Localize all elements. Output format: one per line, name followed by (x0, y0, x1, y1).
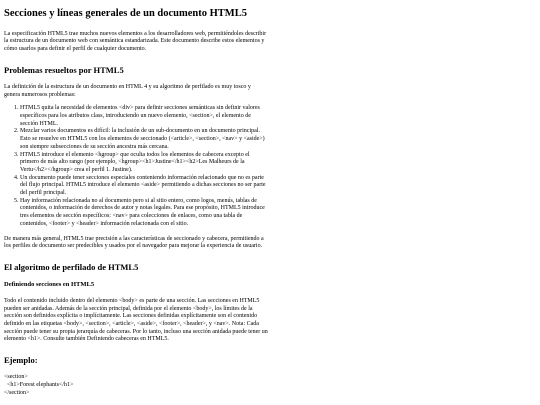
problems-intro: La definición de la estructura de un documento en HTML 4 y su algoritmo de perfilado es muy tosco y genera numerosos problemas: (4, 83, 251, 98)
algorithm-paragraph: Todo el contenido incluido dentro del elemento <body> es parte de una sección. Las secciones en HTML5 pueden ser anidadas. Además de la sección principal, definida por el elemento <body>, los límites de la sección son definidos explícita o implícitamente. Las secciones definidas explícitamente son el contenido definido en las etiquetas <body>, <section>, <article>, <aside>, <footer>, <header>, y <nav>. Nota: Cada sección puede tener su propia jerarquía de cabeceras. Por lo tanto, incluso una sección anidada puede tener un elemento <h1>. Consulte también Definiendo cabeceras en HTML5. (4, 297, 268, 343)
list-item: 2. Mezclar varios documentos es difícil: la inclusión de un sub-documento en un documento principal. Esto se resuelve en HTML5 con los elementos de seccionado (<article>, <section>, <nav> y <aside>) son siempre subsecciones de su sección ancestra más cercana. (20, 128, 268, 151)
list-item: 3. HTML5 introduce el elemento <hgroup> que oculta todos los elementos de cabecera excepto el primero de más alto rango (por ejemplo, <hgroup><h1>Justine</h1><h2>Les Malheurs de la Vertu</h2></hgroup> crea el perfil 1. Justine). (20, 152, 268, 175)
section-heading-example: Ejemplo: (4, 355, 38, 366)
subheading-defining-sections: Definiendo secciones en HTML5 (4, 281, 95, 289)
list-item: 4. Un documento puede tener secciones especiales conteniendo información relacionado que no es parte del flujo principal. HTML5 introduce el elemento <aside> permitiendo a dichas secciones no ser parte del perfil principal. (20, 175, 268, 198)
problems-outro: De manera más general, HTML5 trae precisión a las características de seccionado y cabecera, permitiendo a los perfiles de documento ser predecibles y usados por el navegador para mejorar la experiencia de usuario. (4, 235, 264, 250)
list-item: 1. HTML5 quita la necesidad de elementos <div> para definir secciones semánticas sin definir valores específicos para los atributos class, introduciendo un nuevo elemento, <section>, el elemento de sección HTML. (20, 105, 268, 128)
list-item: 5. Hay información relacionada no al documento pero si al sitio entero, como logos, menús, tablas de contenidos, o información de derechos de autor y notas legales. Para ese propósito, HTML5 introduce tres elementos de sección específicos: <nav> para colecciones de enlaces, como una tabla de contenidos, <footer> y <header> información relacionada con el sitio. (20, 198, 268, 229)
page-title: Secciones y líneas generales de un documento HTML5 (4, 8, 247, 19)
section-heading-problems: Problemas resueltos por HTML5 (4, 64, 124, 75)
problems-list (4, 105, 268, 228)
code-example: <section> <h1>Forest elephants</h1> </section> (4, 374, 74, 396)
document-page (0, 0, 268, 397)
intro-paragraph: La especificación HTML5 trae muchos nuevos elementos a los desarrolladores web, permitiéndoles describir la estructura de un documento web con semántica estandarizada. Este documento describe estos elementos y cómo usarlos para definir el perfil de cualquier documento. (4, 30, 267, 52)
section-heading-algorithm: El algoritmo de perfilado de HTML5 (4, 261, 139, 272)
